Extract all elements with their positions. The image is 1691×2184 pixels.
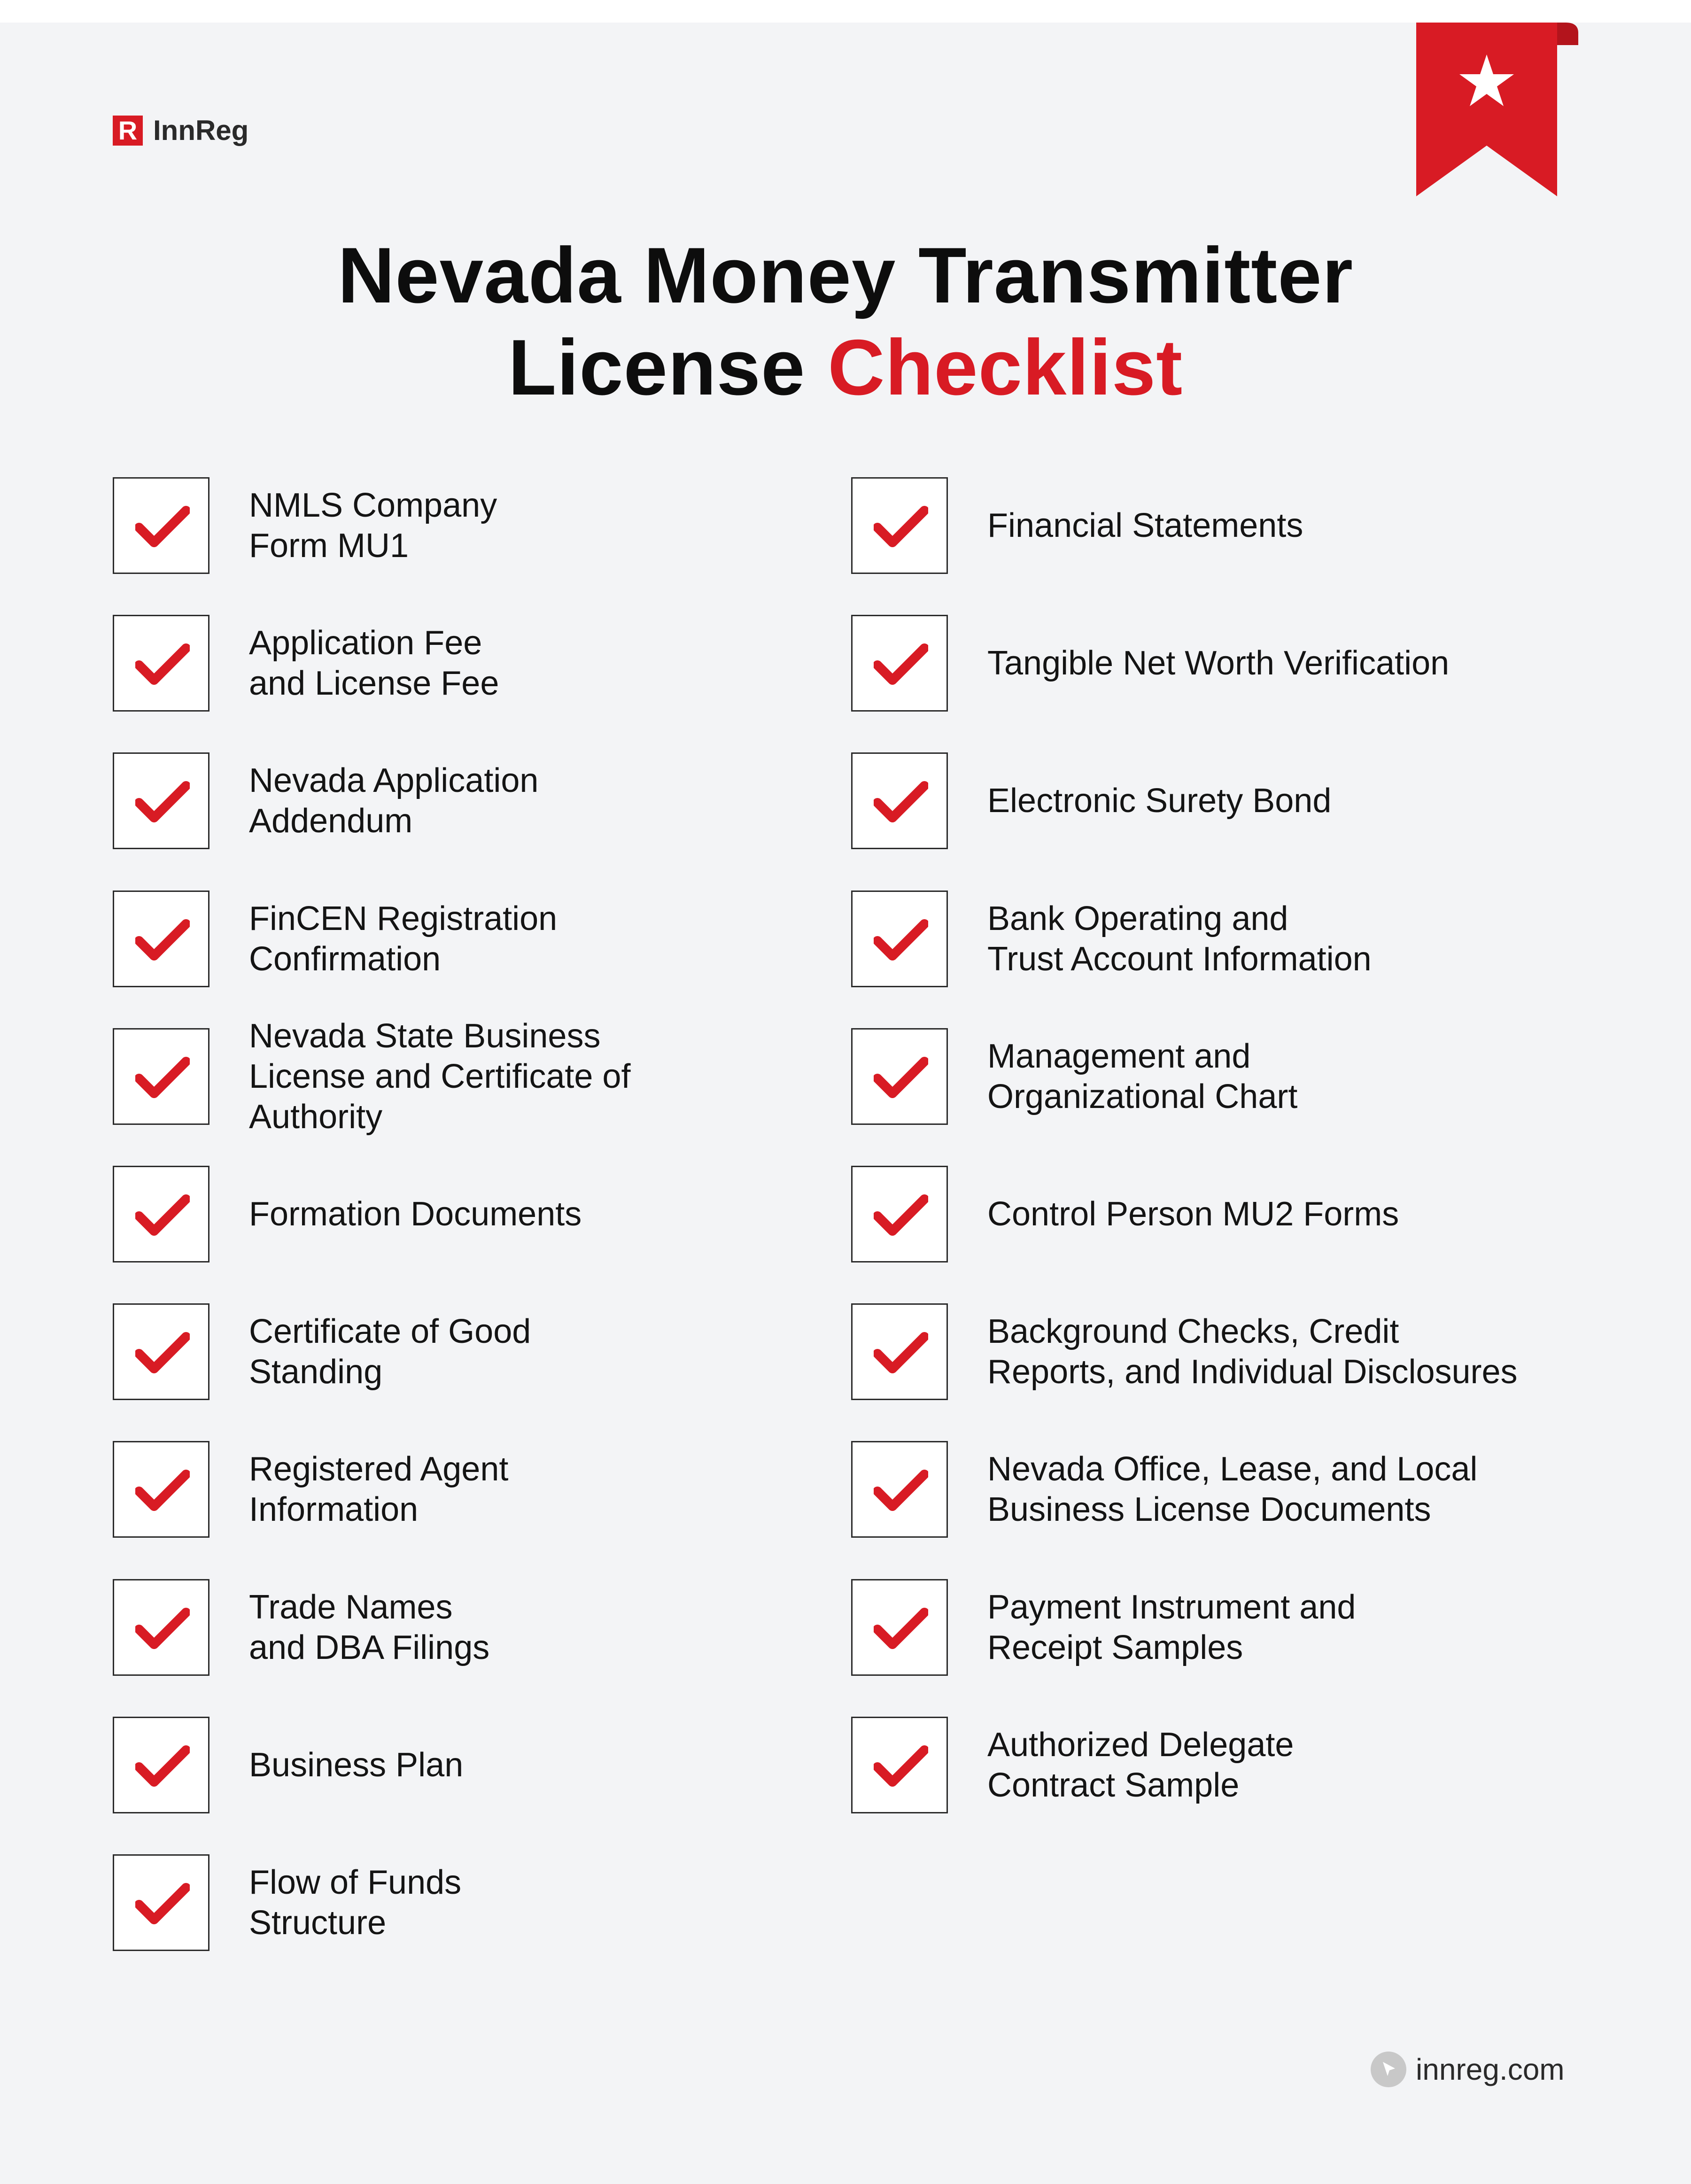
checklist-item-label: Flow of Funds Structure — [249, 1864, 462, 1942]
page-title — [0, 229, 1691, 413]
cursor-icon — [1371, 2052, 1406, 2087]
checkbox[interactable] — [113, 615, 209, 712]
checklist-item-label: Authorized Delegate Contract Sample — [987, 1726, 1294, 1804]
checkbox[interactable] — [851, 1166, 948, 1262]
checklist-item-label: Control Person MU2 Forms — [987, 1195, 1399, 1233]
brand-logo[interactable] — [113, 114, 248, 147]
title-line-1: Nevada Money Transmitter — [337, 231, 1354, 319]
bookmark-ribbon — [1416, 23, 1578, 196]
checklist-item-label: Nevada Application Addendum — [249, 762, 539, 840]
title-line-2 — [0, 321, 1691, 413]
checklist-item-label: Bank Operating and Trust Account Information — [987, 900, 1372, 978]
checkbox[interactable] — [851, 891, 948, 987]
checkbox[interactable] — [113, 1028, 209, 1125]
checklist-item-label: Registered Agent Information — [249, 1450, 509, 1528]
checkbox[interactable] — [113, 891, 209, 987]
checkbox[interactable] — [851, 1441, 948, 1538]
checkbox[interactable] — [113, 477, 209, 574]
checkbox[interactable] — [113, 1441, 209, 1538]
checklist-item-label: Business Plan — [249, 1746, 464, 1784]
footer-link[interactable] — [1371, 2052, 1565, 2087]
checkbox[interactable] — [851, 615, 948, 712]
checklist-item-label: Electronic Surety Bond — [987, 782, 1332, 820]
checkbox[interactable] — [113, 1303, 209, 1400]
checkbox[interactable] — [851, 1579, 948, 1676]
footer-url: innreg.com — [1416, 2052, 1565, 2086]
checklist-item-label: Formation Documents — [249, 1195, 582, 1233]
checklist-item-label: Nevada Office, Lease, and Local Business License Documents — [987, 1450, 1478, 1528]
checkbox[interactable] — [113, 1166, 209, 1262]
checklist-item-label: Financial Statements — [987, 507, 1303, 544]
checkbox[interactable] — [113, 1717, 209, 1813]
checkbox[interactable] — [113, 1579, 209, 1676]
checklist-item-label: Certificate of Good Standing — [249, 1313, 531, 1391]
checklist-item-label: Background Checks, Credit Reports, and Individual Disclosures — [987, 1313, 1518, 1391]
logo-mark-icon: R — [113, 116, 143, 146]
checkbox[interactable] — [851, 1717, 948, 1813]
brand-name: InnReg — [153, 115, 249, 146]
checklist-item-label: Nevada State Business License and Certificate of Authority — [249, 1017, 631, 1136]
checkbox[interactable] — [851, 1028, 948, 1125]
checklist-item-label: Application Fee and License Fee — [249, 624, 499, 702]
checklist-item-label: FinCEN Registration Confirmation — [249, 900, 558, 978]
checklist-item-label: Payment Instrument and Receipt Samples — [987, 1588, 1356, 1666]
checkbox[interactable] — [851, 477, 948, 574]
checkbox[interactable] — [113, 752, 209, 849]
checklist-item-label: Management and Organizational Chart — [987, 1038, 1298, 1115]
title-accent: Checklist — [828, 323, 1183, 411]
checkbox[interactable] — [851, 1303, 948, 1400]
checkbox[interactable] — [851, 752, 948, 849]
checklist-item-label: Trade Names and DBA Filings — [249, 1588, 490, 1666]
checklist-page — [0, 23, 1691, 2184]
checklist-item-label: NMLS Company Form MU1 — [249, 487, 497, 565]
title-prefix: License — [508, 323, 806, 411]
checklist-item-label: Tangible Net Worth Verification — [987, 644, 1450, 682]
checkbox[interactable] — [113, 1854, 209, 1951]
